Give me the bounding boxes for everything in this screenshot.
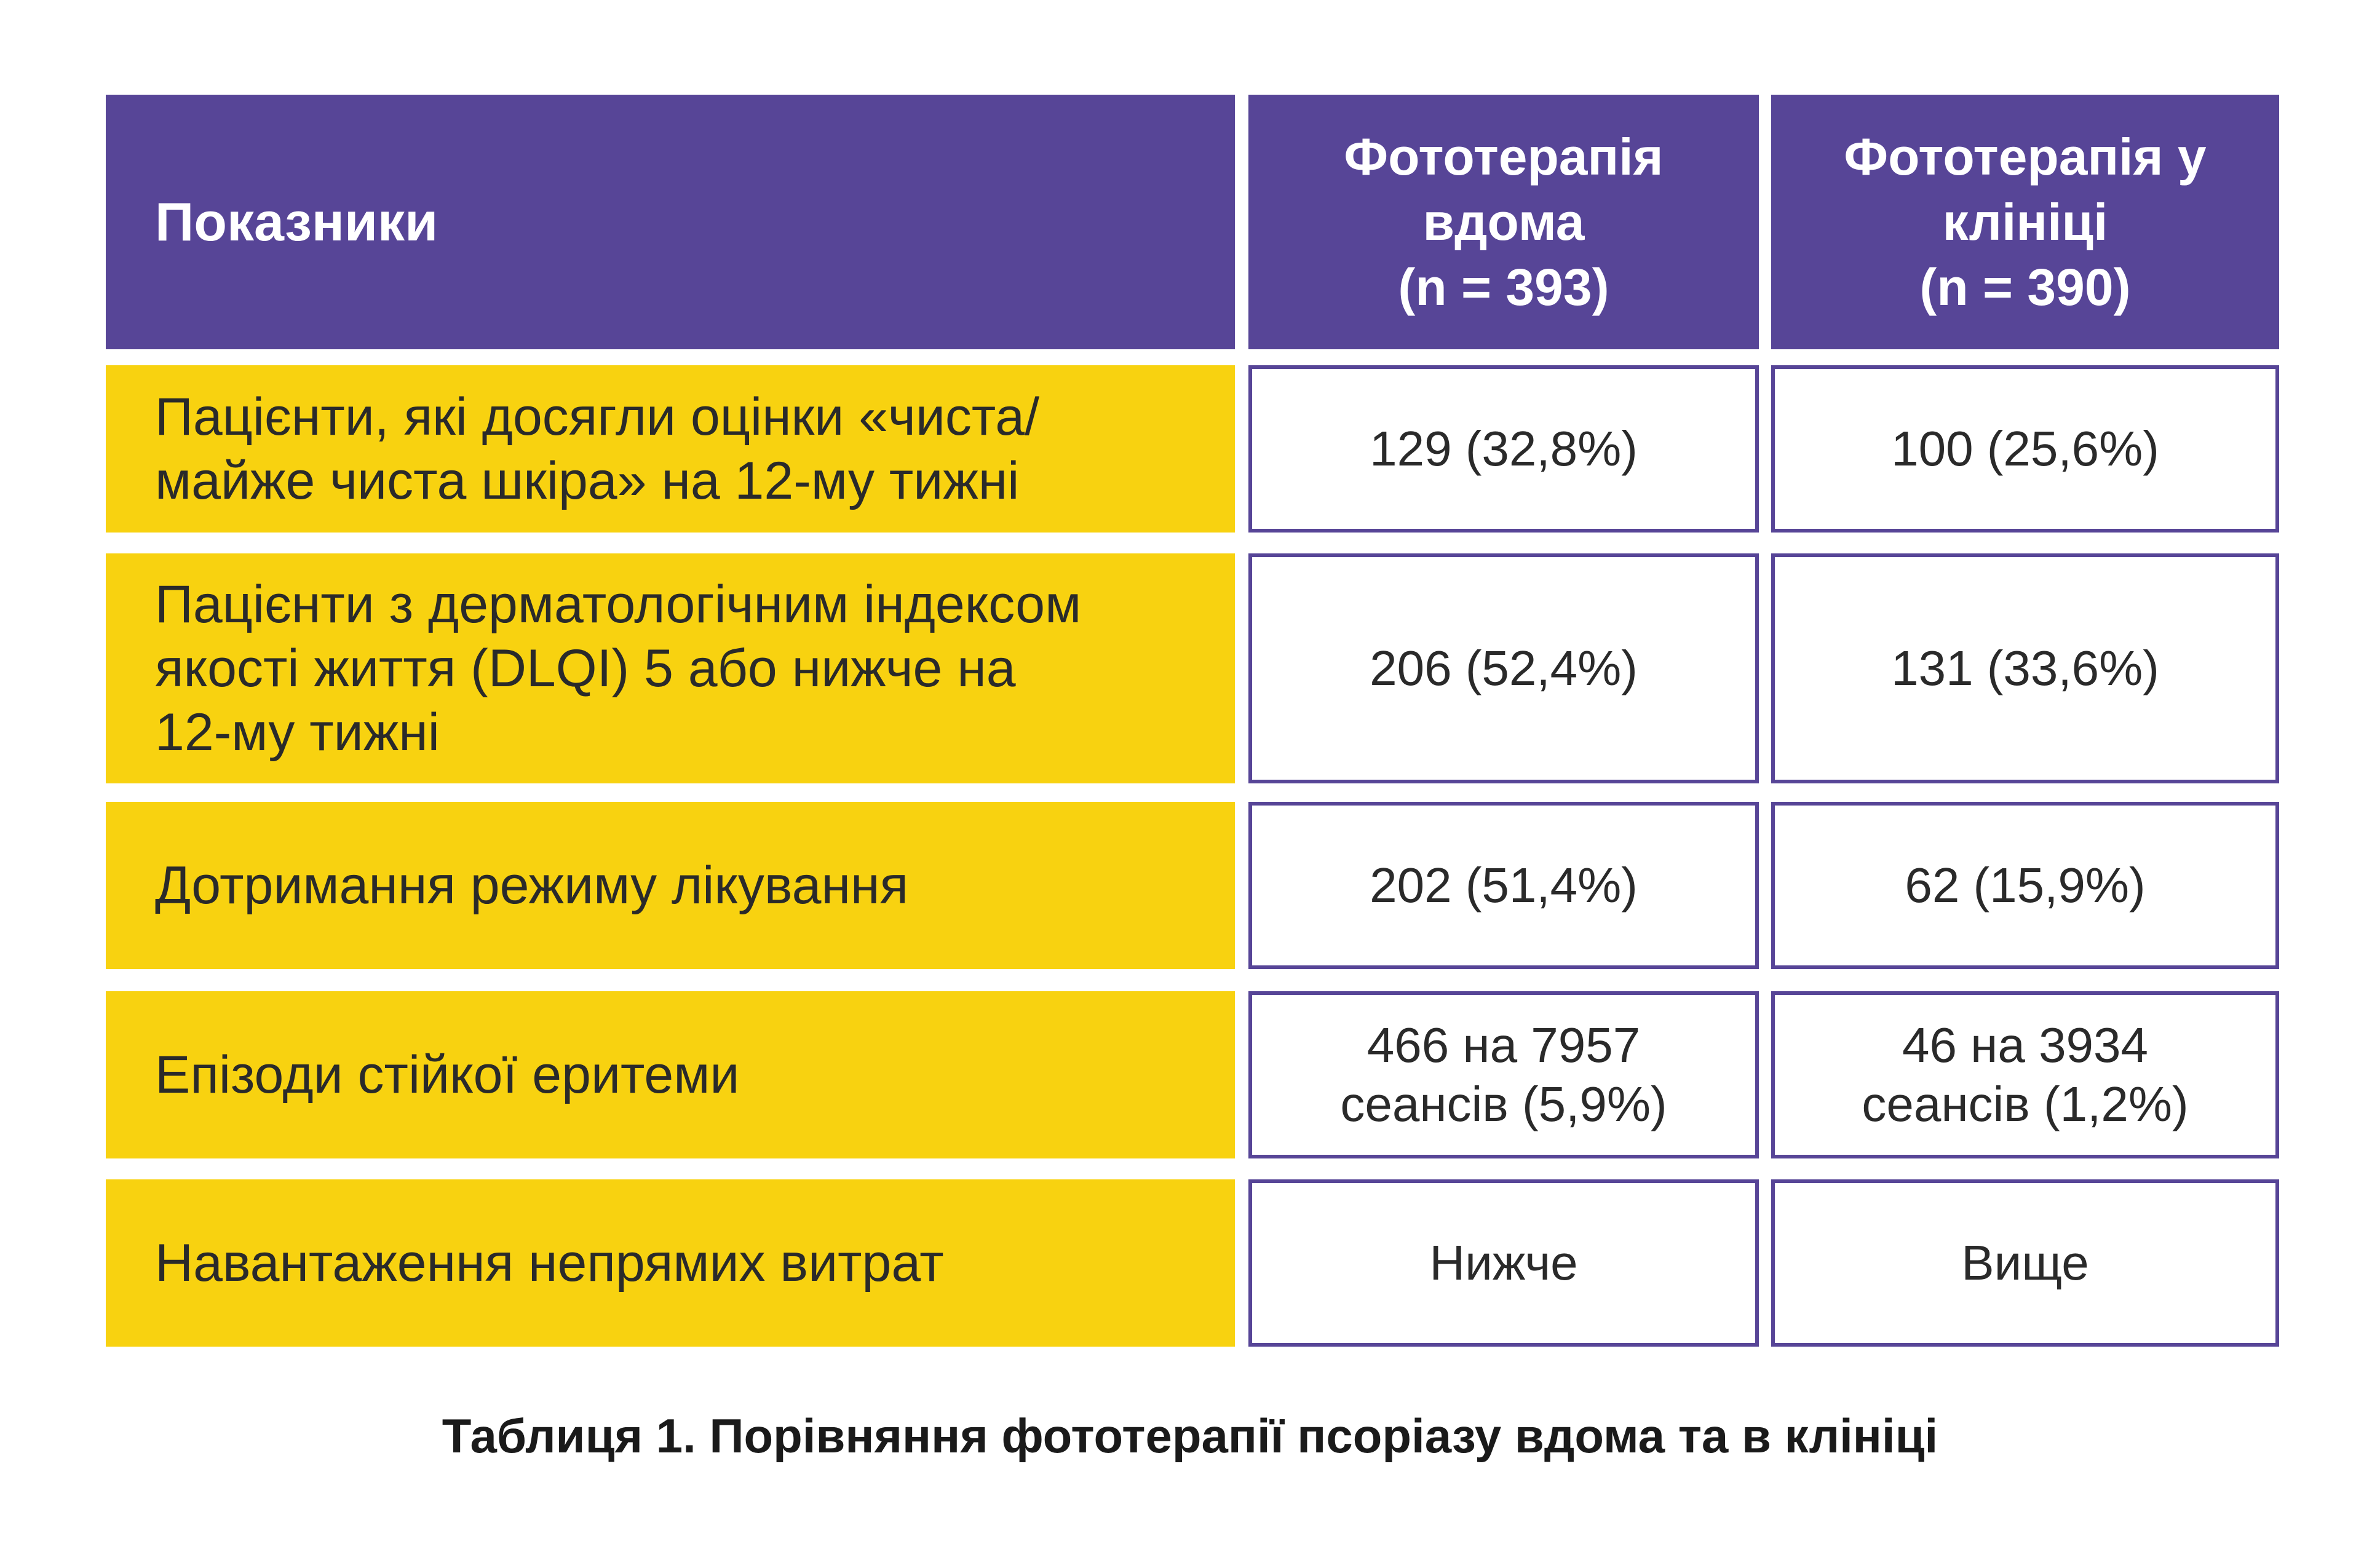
header-col-clinic (1771, 95, 2279, 349)
row-value-clinic-text: Вище (1961, 1235, 2089, 1290)
row-value-home-text: 206 (52,4%) (1370, 641, 1638, 695)
row-label: Навантаження непрямих витрат (155, 1233, 944, 1293)
row-value-clinic-text: 46 на 3934 сеансів (1,2%) (1862, 1018, 2189, 1131)
row-value-home (1248, 1179, 1759, 1347)
row-value-home (1248, 365, 1759, 533)
row-value-home-text: 466 на 7957 сеансів (5,9%) (1340, 1018, 1667, 1131)
header-col-clinic-text: Фототерапія у клініці (n = 390) (1844, 128, 2207, 316)
row-value-clinic-text: 131 (33,6%) (1891, 641, 2159, 695)
row-label: Пацієнти з дерматологічним індексом якості життя (DLQI) 5 або нижче на 12-му тижні (155, 575, 1082, 762)
row-value-home-text: 129 (32,8%) (1370, 421, 1638, 476)
row-value-clinic (1771, 991, 2279, 1158)
row-value-home-text: 202 (51,4%) (1370, 858, 1638, 913)
row-label: Епізоди стійкої еритеми (155, 1045, 740, 1104)
row-value-clinic (1771, 1179, 2279, 1347)
row-value-clinic-text: 100 (25,6%) (1891, 421, 2159, 476)
row-value-home-text: Нижче (1429, 1235, 1578, 1290)
row-label-cell (106, 365, 1235, 533)
row-value-clinic (1771, 365, 2279, 533)
row-value-home (1248, 802, 1759, 969)
header-label: Показники (155, 191, 438, 252)
header-col-home (1248, 95, 1759, 349)
row-label-cell (106, 553, 1235, 783)
row-label-cell (106, 802, 1235, 969)
row-label-cell (106, 1179, 1235, 1347)
row-value-clinic-text: 62 (15,9%) (1905, 858, 2146, 913)
row-value-clinic (1771, 553, 2279, 783)
header-col-home-text: Фототерапія вдома (n = 393) (1344, 128, 1664, 316)
table-caption: Таблиця 1. Порівняння фототерапії псоріазу вдома та в клініці (442, 1409, 1938, 1463)
row-value-home (1248, 991, 1759, 1158)
row-label: Дотримання режиму лікування (155, 856, 909, 915)
row-label: Пацієнти, які досягли оцінки «чиста/ майже чиста шкіра» на 12-му тижні (155, 387, 1040, 510)
row-label-cell (106, 991, 1235, 1158)
header-label-cell (106, 95, 1235, 349)
row-value-home (1248, 553, 1759, 783)
row-value-clinic (1771, 802, 2279, 969)
